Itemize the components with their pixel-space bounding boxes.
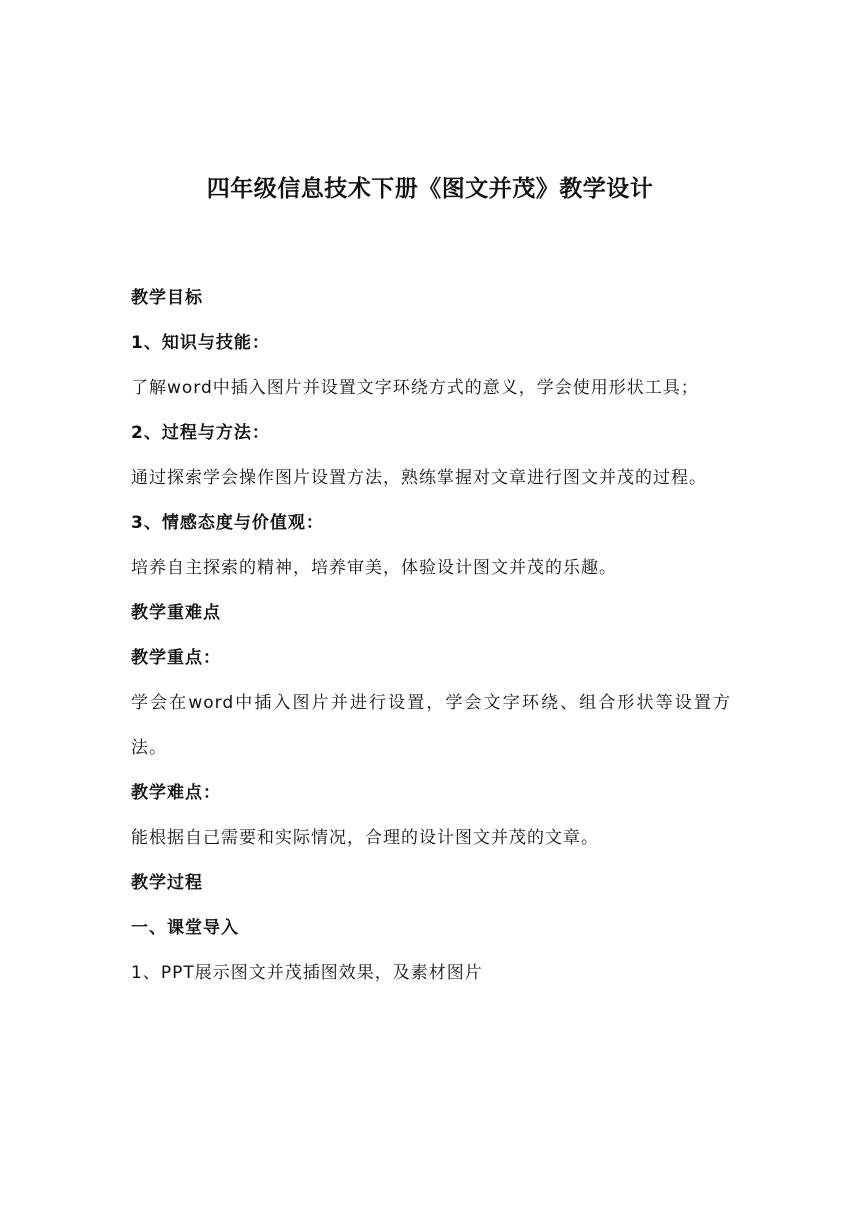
objectives-heading: 教学目标 <box>131 288 203 308</box>
document-body <box>131 276 731 996</box>
intro-heading: 一、课堂导入 <box>131 918 239 938</box>
process-heading: 2、过程与方法： <box>131 423 270 443</box>
key-heading: 教学重点： <box>131 648 221 668</box>
knowledge-text: 了解word中插入图片并设置文字环绕方式的意义，学会使用形状工具； <box>131 378 699 398</box>
key-text: 学会在word中插入图片并进行设置，学会文字环绕、组合形状等设置方法。 <box>131 693 731 758</box>
difficulty-text: 能根据自己需要和实际情况，合理的设计图文并茂的文章。 <box>131 828 599 848</box>
document-title: 四年级信息技术下册《图文并茂》教学设计 <box>206 176 654 202</box>
intro-step-1: 1、PPT展示图文并茂插图效果，及素材图片 <box>131 963 483 983</box>
emotion-heading: 3、情感态度与价值观： <box>131 513 324 533</box>
difficulty-heading: 教学难点： <box>131 783 221 803</box>
keypoints-heading: 教学重难点 <box>131 603 221 623</box>
process-section-heading: 教学过程 <box>131 873 203 893</box>
knowledge-heading: 1、知识与技能： <box>131 333 270 353</box>
process-text: 通过探索学会操作图片设置方法，熟练掌握对文章进行图文并茂的过程。 <box>131 468 707 488</box>
emotion-text: 培养自主探索的精神，培养审美，体验设计图文并茂的乐趣。 <box>131 558 617 578</box>
